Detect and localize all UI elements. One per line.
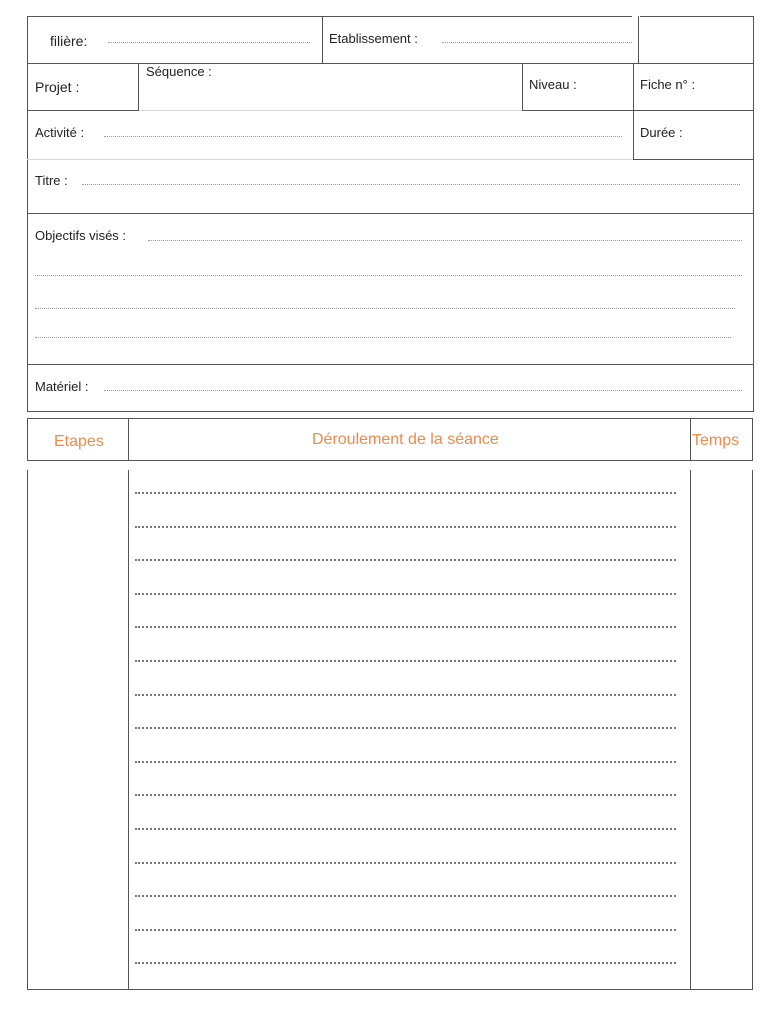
titre-field[interactable] bbox=[82, 184, 740, 185]
temps-label: Temps bbox=[692, 432, 740, 449]
deroulement-column bbox=[129, 470, 690, 990]
writing-line[interactable] bbox=[135, 626, 676, 628]
fiche-label[interactable]: Fiche n° : bbox=[640, 77, 696, 92]
writing-line[interactable] bbox=[135, 929, 676, 931]
writing-line[interactable] bbox=[135, 526, 676, 528]
writing-line[interactable] bbox=[135, 895, 676, 897]
temps-column[interactable] bbox=[690, 470, 753, 990]
filiere-label: filière: bbox=[50, 33, 88, 49]
divider-fiche bbox=[633, 64, 634, 160]
writing-line[interactable] bbox=[135, 794, 676, 796]
writing-line[interactable] bbox=[135, 593, 676, 595]
line-duree-bottom bbox=[633, 159, 754, 160]
line-titre-bottom bbox=[27, 213, 754, 214]
line-row2-sequence bbox=[139, 110, 522, 111]
writing-line[interactable] bbox=[135, 559, 676, 561]
objectifs-line-1[interactable] bbox=[148, 240, 742, 241]
writing-line[interactable] bbox=[135, 828, 676, 830]
activite-field[interactable] bbox=[104, 136, 622, 137]
materiel-field[interactable] bbox=[104, 390, 742, 391]
deroulement-label: Déroulement de la séance bbox=[312, 431, 499, 448]
writing-line[interactable] bbox=[135, 694, 676, 696]
divider-gap bbox=[638, 16, 639, 64]
materiel-label: Matériel : bbox=[35, 379, 89, 394]
writing-line[interactable] bbox=[135, 660, 676, 662]
writing-line[interactable] bbox=[135, 492, 676, 494]
etablissement-field[interactable] bbox=[442, 42, 632, 43]
objectifs-line-3[interactable] bbox=[35, 308, 735, 309]
objectifs-label: Objectifs visés : bbox=[35, 228, 127, 243]
titre-label: Titre : bbox=[35, 173, 68, 188]
writing-line[interactable] bbox=[135, 862, 676, 864]
line-row2-niveau bbox=[522, 110, 754, 111]
etablissement-label: Etablissement : bbox=[329, 31, 418, 46]
objectifs-line-2[interactable] bbox=[35, 275, 742, 276]
projet-label: Projet : bbox=[35, 79, 80, 95]
sequence-label[interactable]: Séquence : bbox=[146, 64, 212, 79]
duree-label[interactable]: Durée : bbox=[640, 125, 683, 140]
lesson-form bbox=[27, 16, 754, 412]
divider-filiere bbox=[322, 16, 323, 64]
etapes-column[interactable] bbox=[27, 470, 129, 990]
line-objectifs-bottom bbox=[27, 364, 754, 365]
divider-niveau bbox=[522, 64, 523, 111]
line-activite-bottom bbox=[27, 159, 633, 160]
divider-projet bbox=[138, 64, 139, 111]
writing-line[interactable] bbox=[135, 962, 676, 964]
activite-label: Activité : bbox=[35, 125, 85, 140]
writing-line[interactable] bbox=[135, 727, 676, 729]
niveau-label[interactable]: Niveau : bbox=[529, 77, 577, 92]
objectifs-line-4[interactable] bbox=[35, 337, 731, 338]
etapes-label: Etapes bbox=[54, 433, 104, 450]
writing-line[interactable] bbox=[135, 761, 676, 763]
line-row2-left bbox=[27, 110, 139, 111]
filiere-field[interactable] bbox=[108, 42, 310, 43]
